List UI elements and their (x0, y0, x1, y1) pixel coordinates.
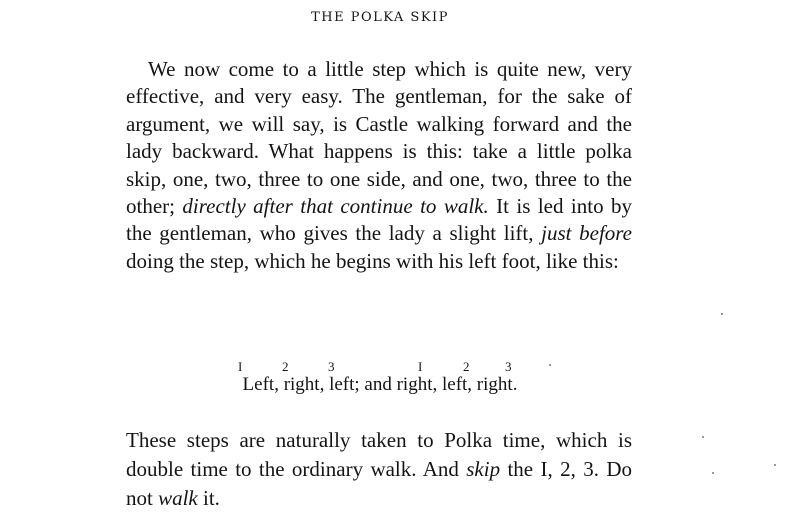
closing-text-4: it. (197, 486, 220, 510)
step-sequence: Left, right, left; and right, left, right. (242, 374, 518, 395)
closing-text-1: These steps are naturally taken to Polka time, which is double time to the ordinary walk. And (126, 428, 632, 481)
speck-mark (774, 464, 776, 466)
count-4: I (418, 359, 423, 374)
speck-mark (549, 364, 551, 366)
closing-italic-skip: skip (466, 457, 501, 481)
speck-mark (712, 472, 714, 474)
count-2: 2 (282, 359, 289, 374)
intro-text-1: We now come to a little step which is quite new, very effective, and very easy. The gentleman, for the sake of argument, we will say, is Castle walking forward and the lady backward. What happens is this: take a little polka skip, one, two, three to one side, and one, two, three to the other; (126, 57, 632, 219)
closing-text-3: Do not (126, 457, 632, 510)
speck-mark (702, 436, 704, 438)
step-counts (0, 359, 760, 374)
intro-italic-1: directly after that continue to walk. (182, 194, 489, 219)
count-3: 3 (328, 359, 335, 374)
closing-text-2: the (500, 457, 541, 481)
count-5: 2 (463, 359, 470, 374)
intro-text-2: It is led into by the gentleman, who gives the lady a slight lift, (126, 194, 632, 246)
closing-count: I, 2, 3. (540, 457, 599, 481)
paragraph-intro (126, 56, 632, 275)
step-notation (0, 359, 760, 396)
paragraph-closing (126, 426, 632, 513)
page-heading: THE POLKA SKIP (311, 10, 449, 25)
count-6: 3 (505, 359, 512, 374)
closing-italic-walk: walk (158, 486, 198, 510)
intro-italic-2: just before (541, 221, 633, 246)
count-1: I (238, 359, 243, 374)
speck-mark (721, 313, 723, 315)
intro-text-3: doing the step, which he begins with his left foot, like this: (126, 248, 619, 273)
